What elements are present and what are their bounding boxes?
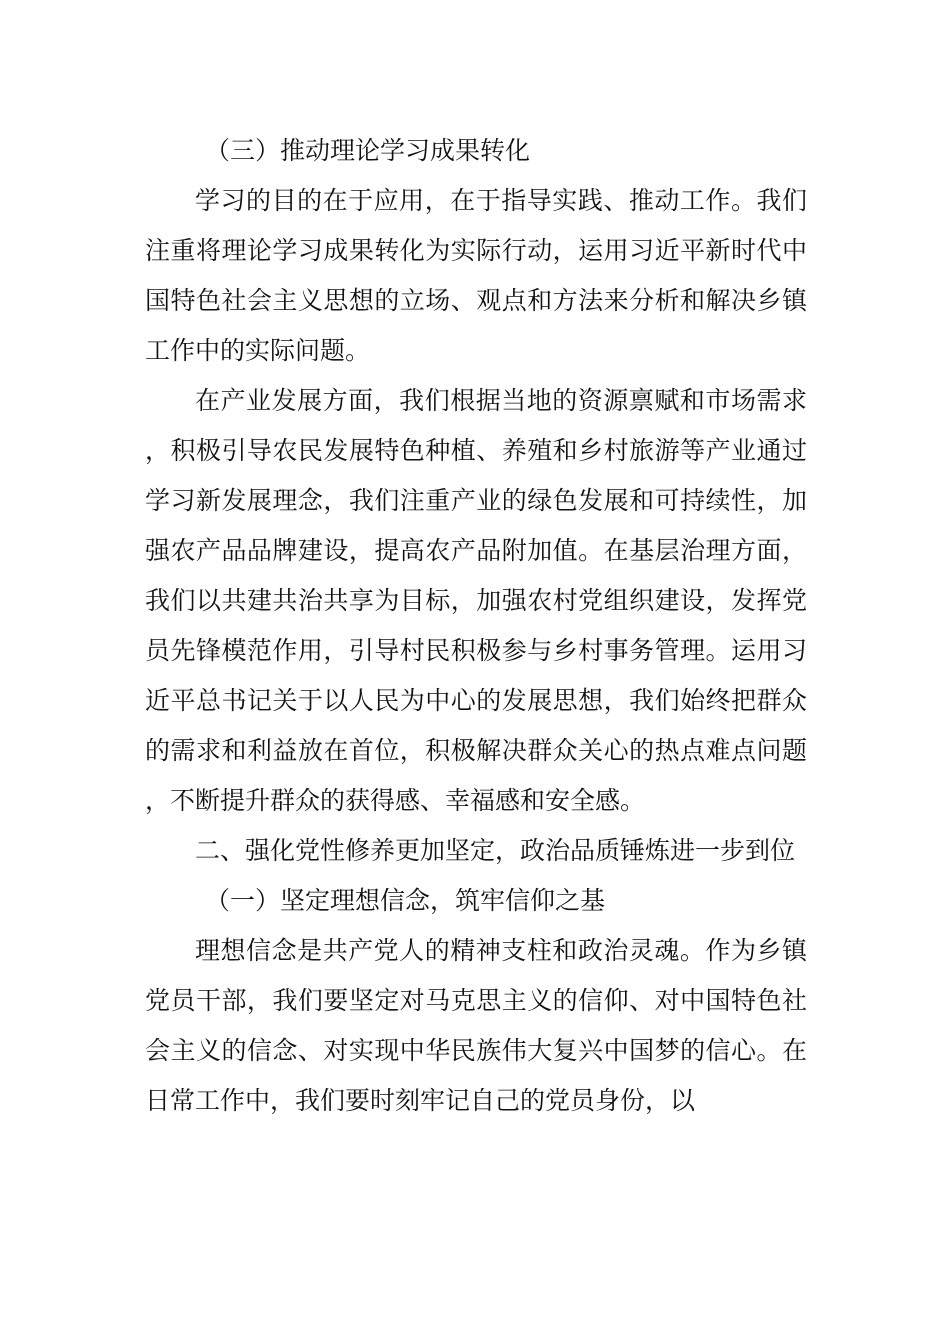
section-subheading-three: （三）推动理论学习成果转化: [205, 136, 531, 165]
body-paragraph-ideals-beliefs: 理想信念是共产党人的精神支柱和政治灵魂。作为乡镇党员干部，我们要坚定对马克思主义的信仰、对中国特色社会主义的信念、对实现中华民族伟大复兴中国梦的信心。在日常工作中，我们要时刻牢记自己的党员身份，以: [145, 936, 807, 1115]
body-paragraph-industry-development: 在产业发展方面，我们根据当地的资源禀赋和市场需求，积极引导农民发展特色种植、养殖和乡村旅游等产业通过学习新发展理念，我们注重产业的绿色发展和可持续性，加强农产品品牌建设，提高农产品附加值。在基层治理方面，我们以共建共治共享为目标，加强农村党组织建设，发挥党员先锋模范作用，引导村民积极参与乡村事务管理。运用习近平总书记关于以人民为中心的发展思想，我们始终把群众的需求和利益放在首位，积极解决群众关心的热点难点问题，不断提升群众的获得感、幸福感和安全感。: [145, 386, 807, 815]
document-body: [145, 126, 807, 1126]
body-paragraph-learning-purpose: 学习的目的在于应用，在于指导实践、推动工作。我们注重将理论学习成果转化为实际行动，运用习近平新时代中国特色社会主义思想的立场、观点和方法来分析和解决乡镇工作中的实际问题。: [145, 186, 807, 365]
section-subheading-one: （一）坚定理想信念，筑牢信仰之基: [205, 886, 606, 915]
section-heading-two: 二、强化党性修养更加坚定，政治品质锤炼进一步到位: [195, 836, 796, 865]
